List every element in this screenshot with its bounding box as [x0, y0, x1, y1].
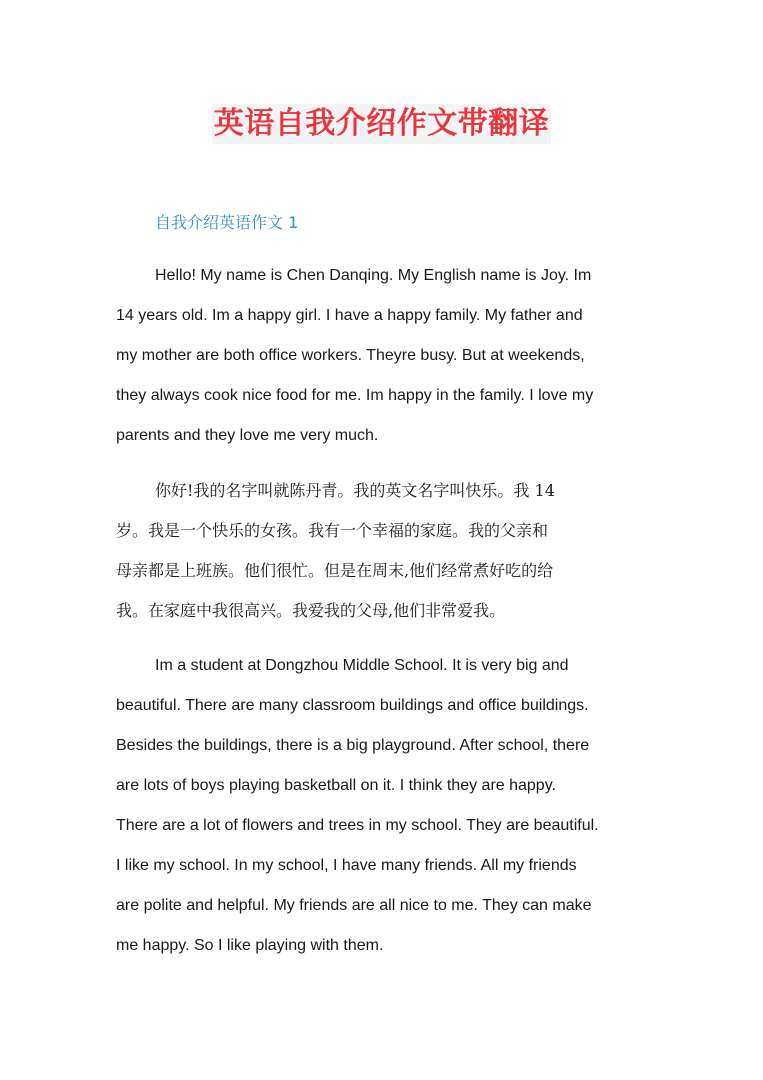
paragraph-line: they always cook nice food for me. Im happy in the family. I love my	[116, 387, 594, 404]
paragraph-line: are lots of boys playing basketball on it. I think they are happy.	[116, 777, 556, 794]
title-wrapper	[0, 104, 763, 144]
paragraph-line: There are a lot of flowers and trees in my school. They are beautiful.	[116, 817, 599, 834]
paragraph-line: my mother are both office workers. Theyre busy. But at weekends,	[116, 347, 585, 364]
paragraph-line: 母亲都是上班族。他们很忙。但是在周末,他们经常煮好吃的给	[116, 561, 554, 580]
paragraph-line: parents and they love me very much.	[116, 427, 379, 444]
paragraph-line: Im a student at Dongzhou Middle School. It is very big and	[155, 657, 569, 674]
paragraph-line: 你好!我的名字叫就陈丹青。我的英文名字叫快乐。我 14	[155, 481, 555, 500]
paragraph-line: 我。在家庭中我很高兴。我爱我的父母,他们非常爱我。	[116, 601, 506, 620]
paragraph-line: I like my school. In my school, I have many friends. All my friends	[116, 857, 577, 874]
paragraph-line: Besides the buildings, there is a big playground. After school, there	[116, 737, 590, 754]
paragraph-line: Hello! My name is Chen Danqing. My English name is Joy. Im	[155, 267, 592, 284]
paragraph-line: me happy. So I like playing with them.	[116, 937, 384, 954]
paragraph-chinese-translation	[116, 471, 656, 631]
paragraph-english-intro	[116, 256, 656, 456]
section-heading: 自我介绍英语作文 1	[155, 213, 299, 232]
paragraph-line: are polite and helpful. My friends are all nice to me. They can make	[116, 897, 592, 914]
paragraph-english-school	[116, 646, 656, 966]
paragraph-line: beautiful. There are many classroom buildings and office buildings.	[116, 697, 589, 714]
paragraph-line: 14 years old. Im a happy girl. I have a happy family. My father and	[116, 307, 583, 324]
document-title: 英语自我介绍作文带翻译	[212, 104, 552, 144]
paragraph-line: 岁。我是一个快乐的女孩。我有一个幸福的家庭。我的父亲和	[116, 521, 549, 540]
